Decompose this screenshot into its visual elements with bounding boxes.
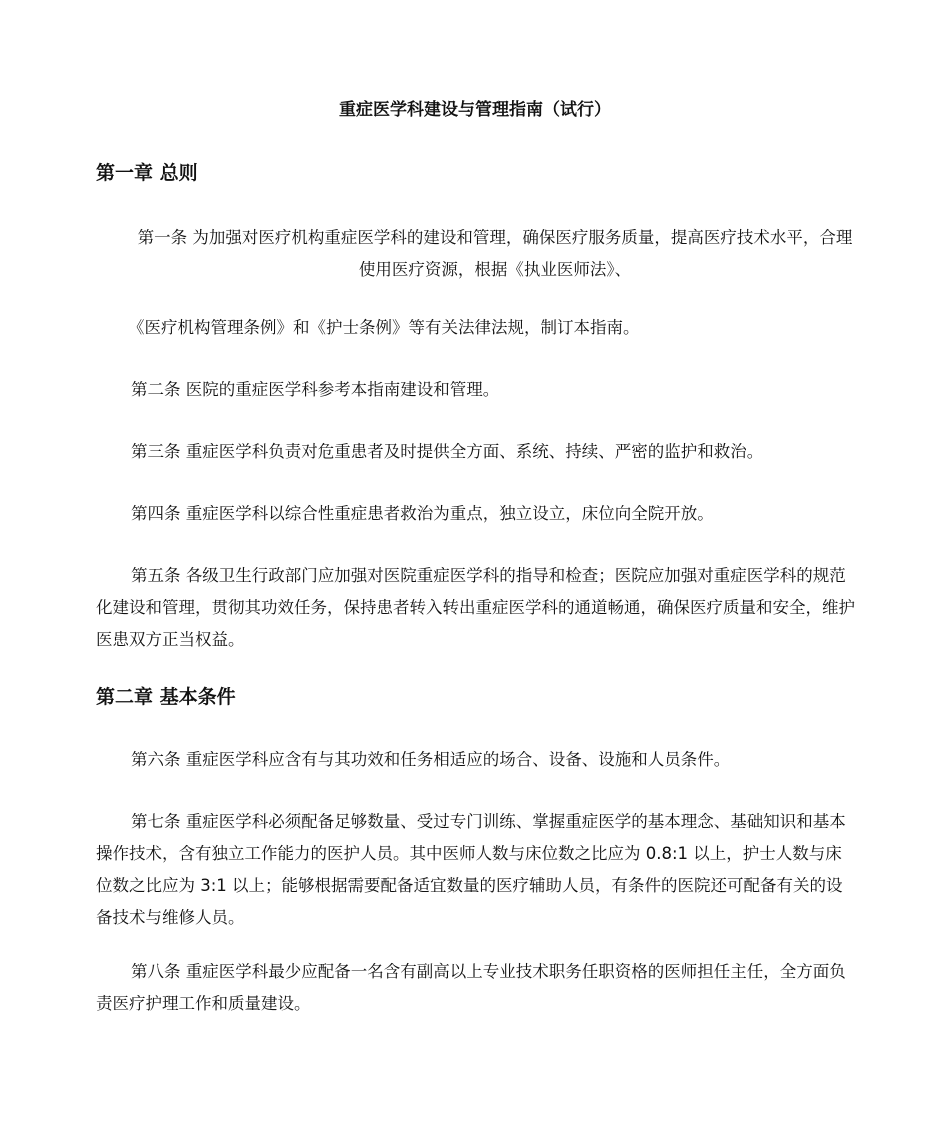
article-8: 第八条 重症医学科最少应配备一名含有副高以上专业技术职务任职资格的医师担任主任，全方面负责医疗护理工作和质量建设。: [96, 962, 846, 1013]
article-5: 第五条 各级卫生行政部门应加强对医院重症医学科的指导和检查；医院应加强对重症医学科的规范化建设和管理，贯彻其功效任务，保持患者转入转出重症医学科的通道畅通，确保医疗质量和安全，维护医患双方正当权益。: [96, 566, 855, 649]
article-7: 第七条 重症医学科必须配备足够数量、受过专门训练、掌握重症医学的基本理念、基础知识和基本操作技术，含有独立工作能力的医护人员。其中医师人数与床位数之比应为 0.8:1 以上，护士人数与床位数之比应为 3:1 以上；能够根据需要配备适宜数量的医疗辅助人员，有条件的医院还可配备有关的设备技术与维修人员。: [96, 812, 846, 927]
document-title: 重症医学科建设与管理指南（试行）: [339, 100, 611, 120]
article-4: 第四条 重症医学科以综合性重症患者救治为重点，独立设立，床位向全院开放。: [131, 504, 714, 523]
chapter-1-heading: 第一章 总则: [96, 162, 198, 184]
article-3: 第三条 重症医学科负责对危重患者及时提供全方面、系统、持续、严密的监护和救治。: [131, 442, 764, 461]
article-1: 第一条 为加强对医疗机构重症医学科的建设和管理，确保医疗服务质量，提高医疗技术水平，合理使用医疗资源，根据《执业医师法》、: [137, 228, 853, 279]
chapter-2-heading: 第二章 基本条件: [96, 686, 236, 708]
article-6: 第六条 重症医学科应含有与其功效和任务相适应的场合、设备、设施和人员条件。: [131, 750, 731, 769]
article-1-continuation: 《医疗机构管理条例》和《护士条例》等有关法律法规，制订本指南。: [128, 318, 640, 337]
article-2: 第二条 医院的重症医学科参考本指南建设和管理。: [131, 380, 500, 399]
